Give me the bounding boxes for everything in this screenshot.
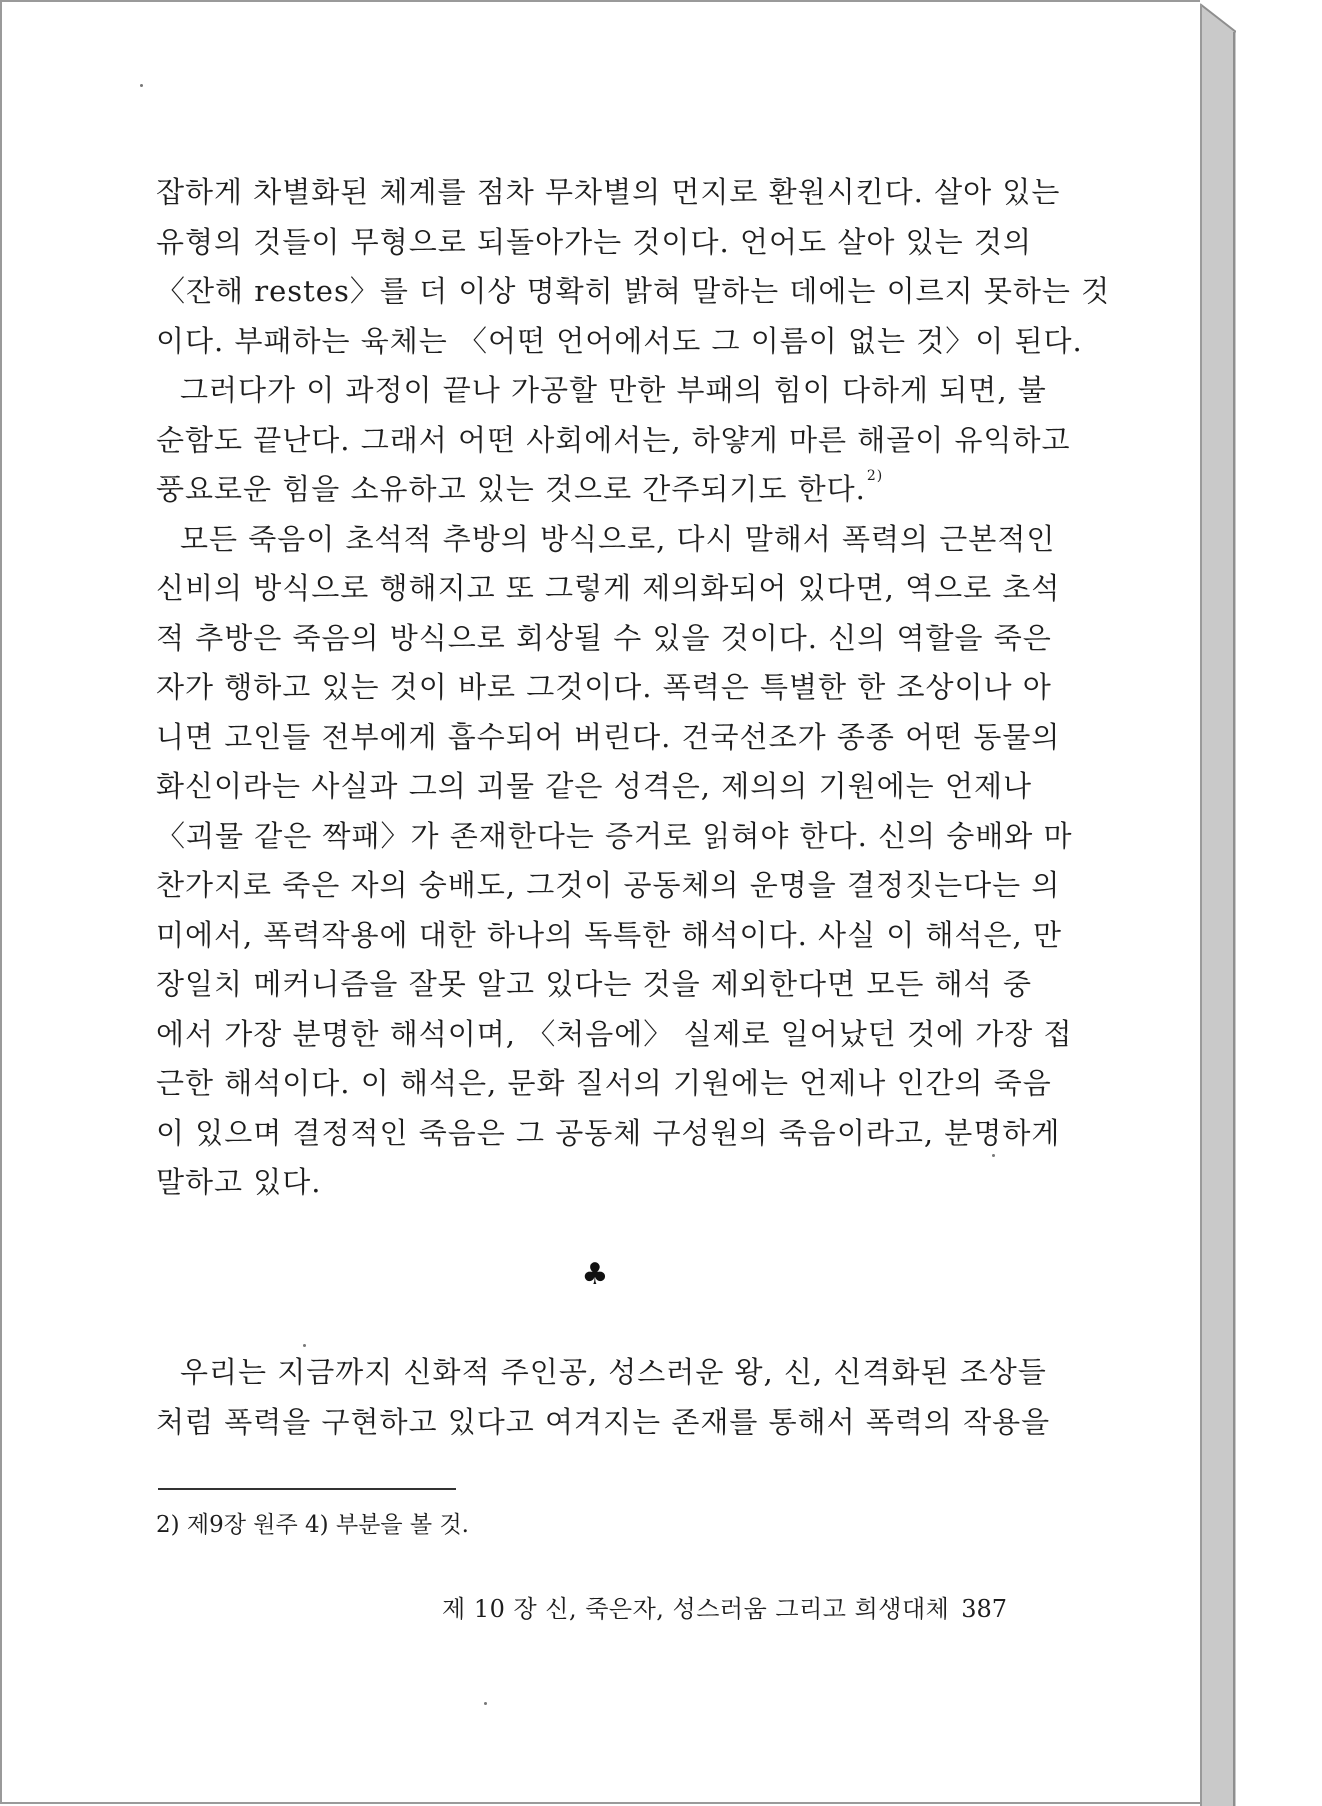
text-line: 신비의 방식으로 행해지고 또 그렇게 제의화되어 있다면, 역으로 초석 [156,571,1061,605]
text-line: 〈잔해 restes〉를 더 이상 명확히 밝혀 말하는 데에는 이르지 못하는 것 [156,274,1111,308]
paragraph-3 [156,515,1073,1208]
text-line: 순함도 끝난다. 그래서 어떤 사회에서는, 하얗게 마른 해골이 유익하고 [156,422,1071,457]
text-line: 찬가지로 죽은 자의 숭배도, 그것이 공동체의 운명을 결정짓는다는 의 [156,868,1061,902]
scan-speck [303,1344,306,1347]
body-text [156,168,1111,1208]
text-line: 그러다가 이 과정이 끝나 가공할 만한 부패의 힘이 다하게 되면, 불 [180,373,1047,407]
text-line: 이다. 부패하는 육체는 〈어떤 언어에서도 그 이름이 없는 것〉이 된다. [156,323,1083,358]
text-line-content: 풍요로운 힘을 소유하고 있는 것으로 간주되기도 한다. [156,472,866,506]
page-number: 387 [961,1595,1007,1623]
text-line: 니면 고인들 전부에게 흡수되어 버린다. 건국선조가 종종 어떤 동물의 [156,719,1061,754]
running-footer [442,1592,1007,1626]
text-line: 자가 행하고 있는 것이 바로 그것이다. 폭력은 특별한 한 조상이나 아 [156,670,1052,704]
paragraph-4 [156,1348,1051,1447]
chapter-title: 제 10 장 신, 죽은자, 성스러움 그리고 희생대체 [442,1595,950,1623]
text-line: 모든 죽음이 초석적 추방의 방식으로, 다시 말해서 폭력의 근본적인 [180,521,1056,556]
footnote-divider [158,1488,456,1490]
page-edge-face [1200,4,1236,1806]
text-line: 이 있으며 결정적인 죽음은 그 공동체 구성원의 죽음이라고, 분명하게 [156,1115,1061,1150]
text-line: 처럼 폭력을 구현하고 있다고 여겨지는 존재를 통해서 폭력의 작용을 [156,1404,1051,1439]
paragraph-2 [156,366,1071,515]
text-line: 장일치 메커니즘을 잘못 알고 있다는 것을 제외한다면 모든 해석 중 [156,967,1032,1001]
footnote-reference[interactable]: 2) [866,468,884,484]
page-edge-graphic [1200,0,1236,1806]
scan-speck [484,1702,487,1705]
page-edge [1200,0,1236,1806]
text-line: 유형의 것들이 무형으로 되돌아가는 것이다. 언어도 살아 있는 것의 [156,224,1032,259]
text-line: 〈괴물 같은 짝패〉가 존재한다는 증거로 읽혀야 한다. 신의 숭배와 마 [156,818,1073,853]
scan-speck [140,84,143,87]
text-line: 미에서, 폭력작용에 대한 하나의 독특한 해석이다. 사실 이 해석은, 만 [156,917,1062,952]
text-line: 우리는 지금까지 신화적 주인공, 성스러운 왕, 신, 신격화된 조상들 [180,1355,1047,1389]
text-line: 적 추방은 죽음의 방식으로 회상될 수 있을 것이다. 신의 역할을 죽은 [156,620,1052,655]
scan-speck [992,1154,995,1157]
text-line: 근한 해석이다. 이 해석은, 문화 질서의 기원에는 언제나 인간의 죽음 [156,1066,1052,1100]
text-line [156,465,1032,515]
paragraph-1 [156,168,1111,366]
club-icon: ♣ [581,1257,609,1292]
text-line: 말하고 있다. [156,1165,322,1199]
footnote: 2) 제9장 원주 4) 부분을 볼 것. [156,1512,469,1538]
text-line: 에서 가장 분명한 해석이며, 〈처음에〉 실제로 일어났던 것에 가장 접 [156,1016,1073,1051]
text-line: 화신이라는 사실과 그의 괴물 같은 성격은, 제의의 기원에는 언제나 [156,769,1032,803]
text-line: 잡하게 차별화된 체계를 점차 무차별의 먼지로 환원시킨다. 살아 있는 [156,175,1061,209]
